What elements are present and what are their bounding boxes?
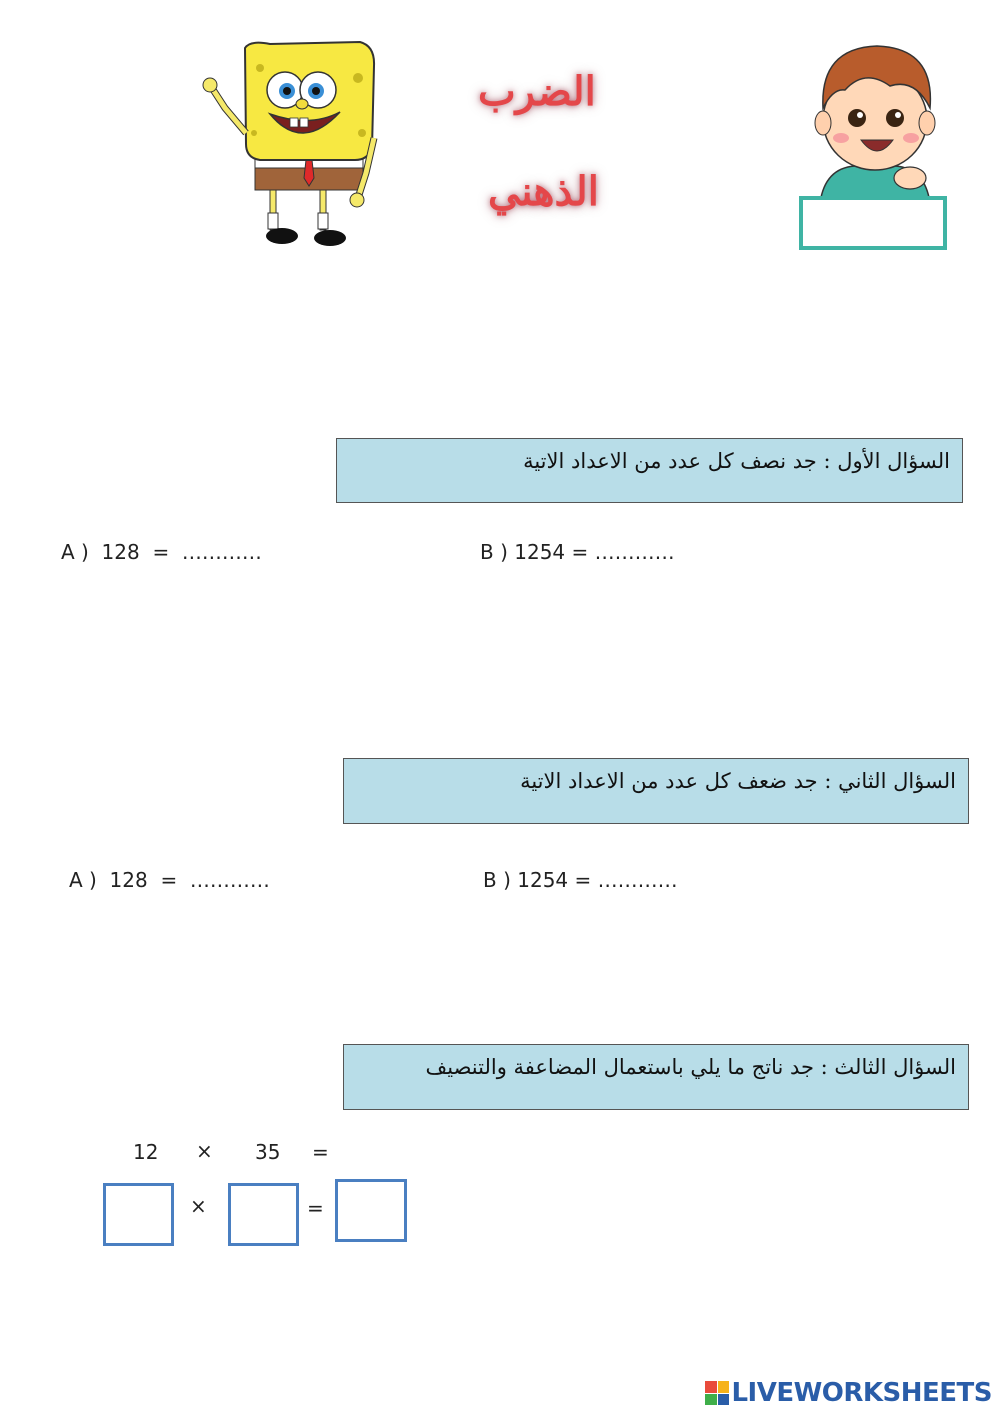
question-3-prompt-box	[343, 1044, 969, 1110]
answer-box-result[interactable]	[335, 1179, 407, 1242]
title-word-multiplication: الضرب	[478, 68, 596, 115]
boy-illustration	[795, 38, 955, 253]
answer-equals-sign: =	[307, 1196, 324, 1220]
question-3-prompt: السؤال الثالث : جد ناتج ما يلي باستعمال المضاعفة والتنصيف	[425, 1055, 956, 1079]
expression-operand-b: 35	[255, 1140, 281, 1164]
expression-multiply-sign: ×	[196, 1139, 213, 1163]
answer-multiply-sign: ×	[190, 1194, 207, 1218]
question-2-prompt-box	[343, 758, 969, 824]
liveworksheets-wordmark: LIVEWORKSHEETS	[731, 1378, 992, 1408]
title-word-mental: الذهني	[488, 168, 599, 215]
expression-operand-a: 12	[133, 1140, 159, 1164]
answer-box-factor-2[interactable]	[228, 1183, 299, 1246]
question-2-prompt: السؤال الثاني : جد ضعف كل عدد من الاعداد الاتية	[520, 769, 956, 793]
liveworksheets-logo	[705, 1378, 992, 1408]
liveworksheets-icon	[705, 1381, 729, 1405]
spongebob-illustration	[190, 38, 380, 253]
question-1-prompt-box	[336, 438, 963, 503]
question-1-prompt: السؤال الأول : جد نصف كل عدد من الاعداد الاتية	[523, 449, 950, 473]
expression-equals-sign: =	[312, 1140, 329, 1164]
question-2-item-b[interactable]: B ) 1254 = …………	[483, 868, 678, 892]
question-1-item-b[interactable]: B ) 1254 = …………	[480, 540, 675, 564]
question-1-item-a[interactable]: A ) 128 = …………	[61, 540, 262, 564]
question-2-item-a[interactable]: A ) 128 = …………	[69, 868, 270, 892]
answer-box-factor-1[interactable]	[103, 1183, 174, 1246]
